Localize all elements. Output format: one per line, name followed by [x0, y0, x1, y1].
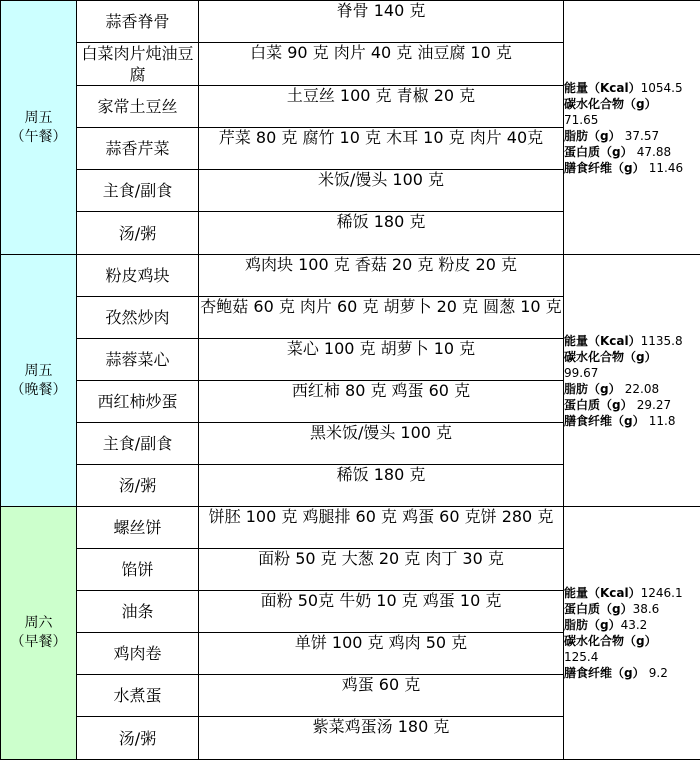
dish-ingredients: 菜心 100 克 胡萝卜 10 克: [199, 339, 564, 381]
table-row: [1, 1, 700, 43]
table-row: [1, 255, 700, 297]
day-cell-friday-dinner: [1, 255, 77, 507]
nutrition-label: 脂肪（g）: [564, 129, 621, 143]
dish-name: 鸡肉卷: [77, 633, 199, 675]
dish-ingredients: 杏鲍菇 60 克 肉片 60 克 胡萝卜 20 克 圆葱 10 克: [199, 297, 564, 339]
dish-ingredients: 土豆丝 100 克 青椒 20 克: [199, 86, 564, 128]
nutrition-label: 膳食纤维（g）: [564, 666, 645, 680]
nutrition-value: 1246.1: [641, 586, 683, 600]
nutrition-value: 47.88: [637, 145, 671, 159]
nutrition-label: 碳水化合物（g）: [564, 97, 657, 111]
nutrition-label: 能量（Kcal）: [564, 334, 641, 348]
dish-ingredients: 脊骨 140 克: [199, 1, 564, 43]
dish-ingredients: 芹菜 80 克 腐竹 10 克 木耳 10 克 肉片 40克: [199, 128, 564, 170]
dish-name: 主食/副食: [77, 423, 199, 465]
nutrition-cell-friday-dinner: [564, 255, 700, 507]
nutrition-value: 22.08: [625, 382, 659, 396]
dish-name: 汤/粥: [77, 212, 199, 255]
nutrition-label: 蛋白质（g）: [564, 398, 633, 412]
nutrition-value: 1135.8: [641, 334, 683, 348]
nutrition-value: 38.6: [633, 602, 660, 616]
nutrition-cell-saturday-breakfast: [564, 507, 700, 760]
dish-name: 白菜肉片炖油豆腐: [77, 43, 199, 86]
dish-name: 孜然炒肉: [77, 297, 199, 339]
nutrition-label: 膳食纤维（g）: [564, 414, 645, 428]
nutrition-label: 能量（Kcal）: [564, 81, 641, 95]
nutrition-value: 71.65: [564, 113, 598, 127]
dish-name: 蒜香脊骨: [77, 1, 199, 43]
nutrition-value: 125.4: [564, 650, 598, 664]
nutrition-label: 膳食纤维（g）: [564, 161, 645, 175]
dish-ingredients: 白菜 90 克 肉片 40 克 油豆腐 10 克: [199, 43, 564, 86]
dish-ingredients: 鸡肉块 100 克 香菇 20 克 粉皮 20 克: [199, 255, 564, 297]
dish-name: 粉皮鸡块: [77, 255, 199, 297]
dish-ingredients: 西红柿 80 克 鸡蛋 60 克: [199, 381, 564, 423]
nutrition-value: 43.2: [621, 618, 648, 632]
dish-name: 水煮蛋: [77, 675, 199, 717]
dish-name: 家常土豆丝: [77, 86, 199, 128]
dish-ingredients: 紫菜鸡蛋汤 180 克: [199, 717, 564, 760]
dish-name: 西红柿炒蛋: [77, 381, 199, 423]
dish-ingredients: 稀饭 180 克: [199, 465, 564, 507]
day-label: 周五: [1, 362, 76, 381]
dish-name: 馅饼: [77, 549, 199, 591]
dish-ingredients: 单饼 100 克 鸡肉 50 克: [199, 633, 564, 675]
nutrition-label: 能量（Kcal）: [564, 586, 641, 600]
nutrition-label: 碳水化合物（g）: [564, 350, 657, 364]
meal-label: （早餐）: [1, 633, 76, 652]
nutrition-value: 11.8: [649, 414, 676, 428]
day-cell-friday-lunch: [1, 1, 77, 255]
day-cell-saturday-breakfast: [1, 507, 77, 760]
nutrition-value: 9.2: [649, 666, 668, 680]
dish-ingredients: 稀饭 180 克: [199, 212, 564, 255]
nutrition-label: 脂肪（g）: [564, 618, 621, 632]
dish-name: 蒜香芹菜: [77, 128, 199, 170]
dish-name: 主食/副食: [77, 170, 199, 212]
nutrition-value: 1054.5: [641, 81, 683, 95]
meal-label: （晚餐）: [1, 381, 76, 400]
nutrition-label: 蛋白质（g）: [564, 602, 633, 616]
nutrition-label: 脂肪（g）: [564, 382, 621, 396]
nutrition-value: 29.27: [637, 398, 671, 412]
dish-ingredients: 黑米饭/馒头 100 克: [199, 423, 564, 465]
dish-name: 汤/粥: [77, 717, 199, 760]
dish-name: 蒜蓉菜心: [77, 339, 199, 381]
nutrition-cell-friday-lunch: [564, 1, 700, 255]
dish-ingredients: 面粉 50 克 大葱 20 克 肉丁 30 克: [199, 549, 564, 591]
dish-ingredients: 饼胚 100 克 鸡腿排 60 克 鸡蛋 60 克饼 280 克: [199, 507, 564, 549]
dish-name: 油条: [77, 591, 199, 633]
table-row: [1, 507, 700, 549]
nutrition-value: 11.46: [649, 161, 683, 175]
day-label: 周五: [1, 109, 76, 128]
dish-ingredients: 面粉 50克 牛奶 10 克 鸡蛋 10 克: [199, 591, 564, 633]
nutrition-value: 99.67: [564, 366, 598, 380]
nutrition-label: 碳水化合物（g）: [564, 634, 657, 648]
dish-ingredients: 鸡蛋 60 克: [199, 675, 564, 717]
dish-ingredients: 米饭/馒头 100 克: [199, 170, 564, 212]
dish-name: 汤/粥: [77, 465, 199, 507]
nutrition-label: 蛋白质（g）: [564, 145, 633, 159]
dish-name: 螺丝饼: [77, 507, 199, 549]
day-label: 周六: [1, 614, 76, 633]
meal-label: （午餐）: [1, 128, 76, 147]
nutrition-value: 37.57: [625, 129, 659, 143]
